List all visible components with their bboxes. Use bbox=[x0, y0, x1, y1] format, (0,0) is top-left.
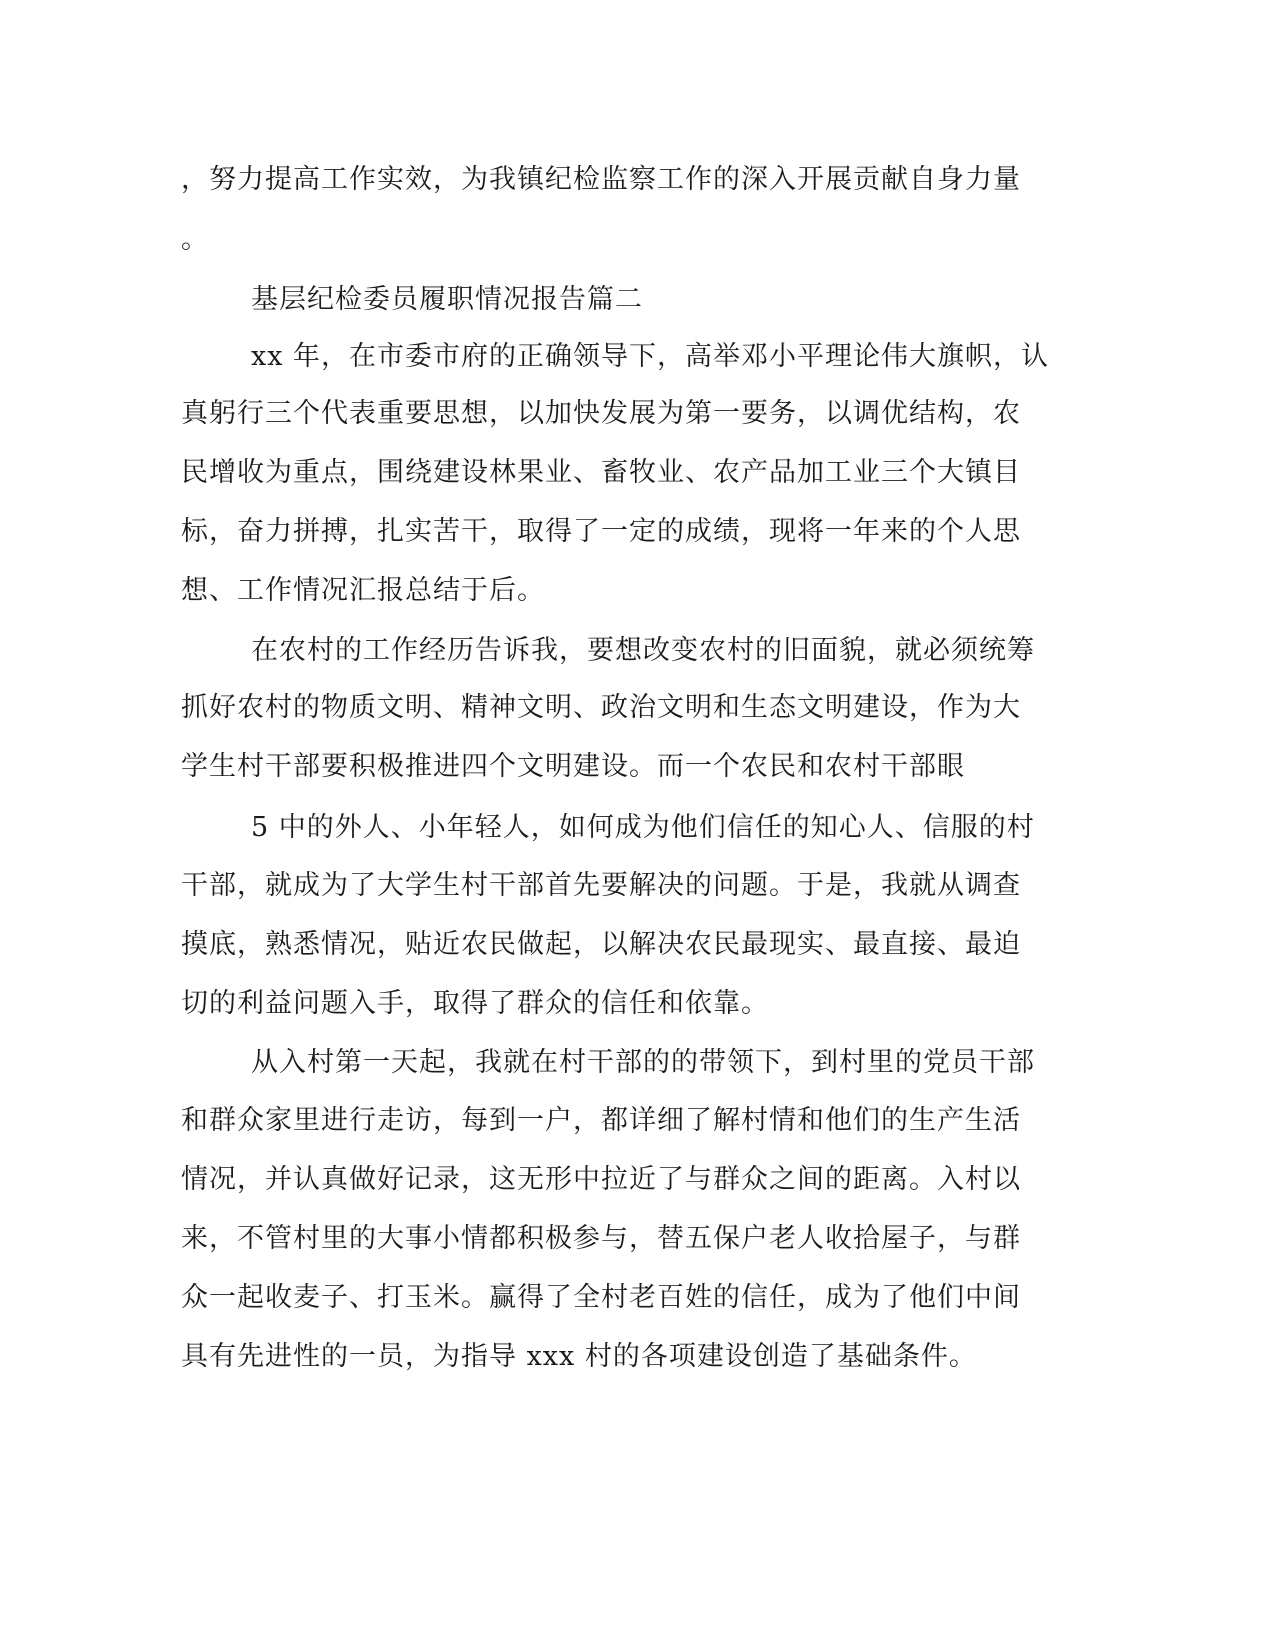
text-line: 学生村干部要积极推进四个文明建设。而一个农民和农村干部眼 bbox=[181, 751, 965, 782]
text-line: 具有先进性的一员，为指导 xxx 村的各项建设创造了基础条件。 bbox=[181, 1341, 977, 1372]
text-line: 。 bbox=[181, 224, 209, 255]
text-line: 真躬行三个代表重要思想，以加快发展为第一要务，以调优结构，农 bbox=[181, 398, 1021, 429]
text-line: 抓好农村的物质文明、精神文明、政治文明和生态文明建设，作为大 bbox=[181, 692, 1021, 723]
text-line: 众一起收麦子、打玉米。赢得了全村老百姓的信任，成为了他们中间 bbox=[181, 1282, 1021, 1313]
text-line: 摸底，熟悉情况，贴近农民做起，以解决农民最现实、最直接、最迫 bbox=[181, 929, 1021, 960]
text-line: 在农村的工作经历告诉我，要想改变农村的旧面貌，就必须统筹 bbox=[251, 635, 1035, 666]
text-line: 民增收为重点，围绕建设林果业、畜牧业、农产品加工业三个大镇目 bbox=[181, 457, 1021, 488]
text-line: xx 年，在市委市府的正确领导下，高举邓小平理论伟大旗帜，认 bbox=[251, 341, 1050, 372]
text-line: 从入村第一天起，我就在村干部的的带领下，到村里的党员干部 bbox=[251, 1047, 1035, 1078]
text-line: 干部，就成为了大学生村干部首先要解决的问题。于是，我就从调查 bbox=[181, 870, 1021, 901]
text-line: 来，不管村里的大事小情都积极参与，替五保户老人收拾屋子，与群 bbox=[181, 1223, 1021, 1254]
text-line: ，努力提高工作实效，为我镇纪检监察工作的深入开展贡献自身力量 bbox=[181, 164, 1021, 195]
text-line: 5 中的外人、小年轻人，如何成为他们信任的知心人、信服的村 bbox=[251, 812, 1035, 843]
text-line: 和群众家里进行走访，每到一户，都详细了解村情和他们的生产生活 bbox=[181, 1105, 1021, 1136]
section-heading: 基层纪检委员履职情况报告篇二 bbox=[251, 284, 643, 315]
text-line: 情况，并认真做好记录，这无形中拉近了与群众之间的距离。入村以 bbox=[181, 1164, 1021, 1195]
text-line: 标，奋力拼搏，扎实苦干，取得了一定的成绩，现将一年来的个人思 bbox=[181, 516, 1021, 547]
text-line: 想、工作情况汇报总结于后。 bbox=[181, 575, 545, 606]
text-line: 切的利益问题入手，取得了群众的信任和依靠。 bbox=[181, 988, 769, 1019]
